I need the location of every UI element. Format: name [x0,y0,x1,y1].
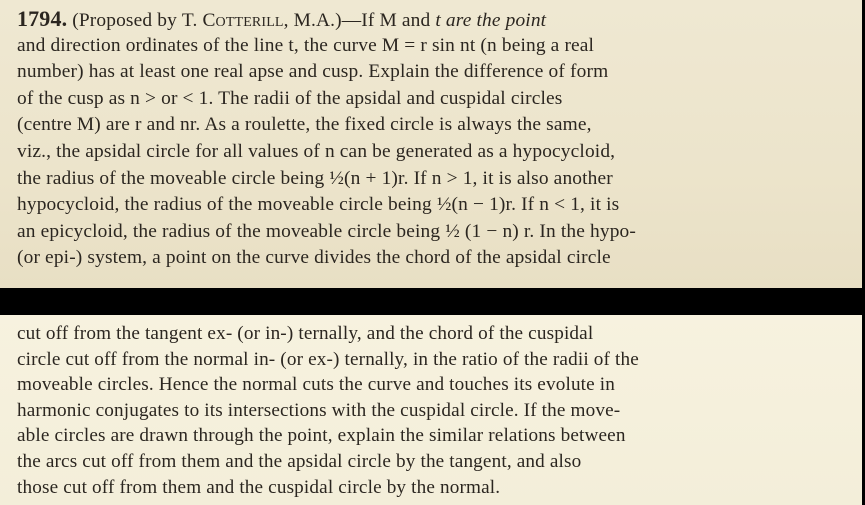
text-line-15: able circles are drawn through the point, explain the similar relations between [17,425,626,447]
scan-panel-bottom [0,315,862,505]
text-line-2: and direction ordinates of the line t, the curve M = r sin nt (n being a real [17,34,595,56]
text-line-7: the radius of the moveable circle being ½(n + 1)r. If n > 1, it is also another [17,167,613,189]
proposer-name: T. Cotterill [181,10,284,31]
text-line-8: hypocycloid, the radius of the moveable circle being ½(n − 1)r. If n < 1, it is [17,194,620,216]
text-block-top [17,6,636,272]
text-line-1 [17,6,636,33]
text-line-14: harmonic conjugates to its intersections with the cuspidal circle. If the move- [17,399,621,421]
text-line-4: of the cusp as n > or < 1. The radii of the apsidal and cuspidal circles [17,87,563,109]
first-line-tail: t are the point [430,10,547,31]
text-line-13: moveable circles. Hence the normal cuts the curve and touches its evolute in [17,374,616,396]
text-line-16: the arcs cut off from them and the apsidal circle by the tangent, and also [17,450,582,472]
text-line-3: number) has at least one real apse and cusp. Explain the difference of form [17,61,609,83]
problem-number: 1794. [17,6,68,31]
text-line-5: (centre M) are r and nr. As a roulette, the fixed circle is always the same, [17,114,592,136]
text-line-9: an epicycloid, the radius of the moveable circle being ½ (1 − n) r. In the hypo- [17,220,636,242]
text-line-10: (or epi-) system, a point on the curve divides the chord of the apsidal circle [17,247,611,269]
text-line-12: circle cut off from the normal in- (or ex-) ternally, in the ratio of the radii of the [17,348,639,370]
proposer-prefix: (Proposed by [72,10,182,31]
text-block-bottom [17,321,639,500]
text-line-11: cut off from the tangent ex- (or in-) ternally, and the chord of the cuspidal [17,323,594,344]
text-line-17: those cut off from them and the cuspidal circle by the normal. [17,476,501,498]
proposer-suffix: , M.A.)—If M and [283,10,431,31]
text-line-6: viz., the apsidal circle for all values of n can be generated as a hypocycloid, [17,140,616,162]
